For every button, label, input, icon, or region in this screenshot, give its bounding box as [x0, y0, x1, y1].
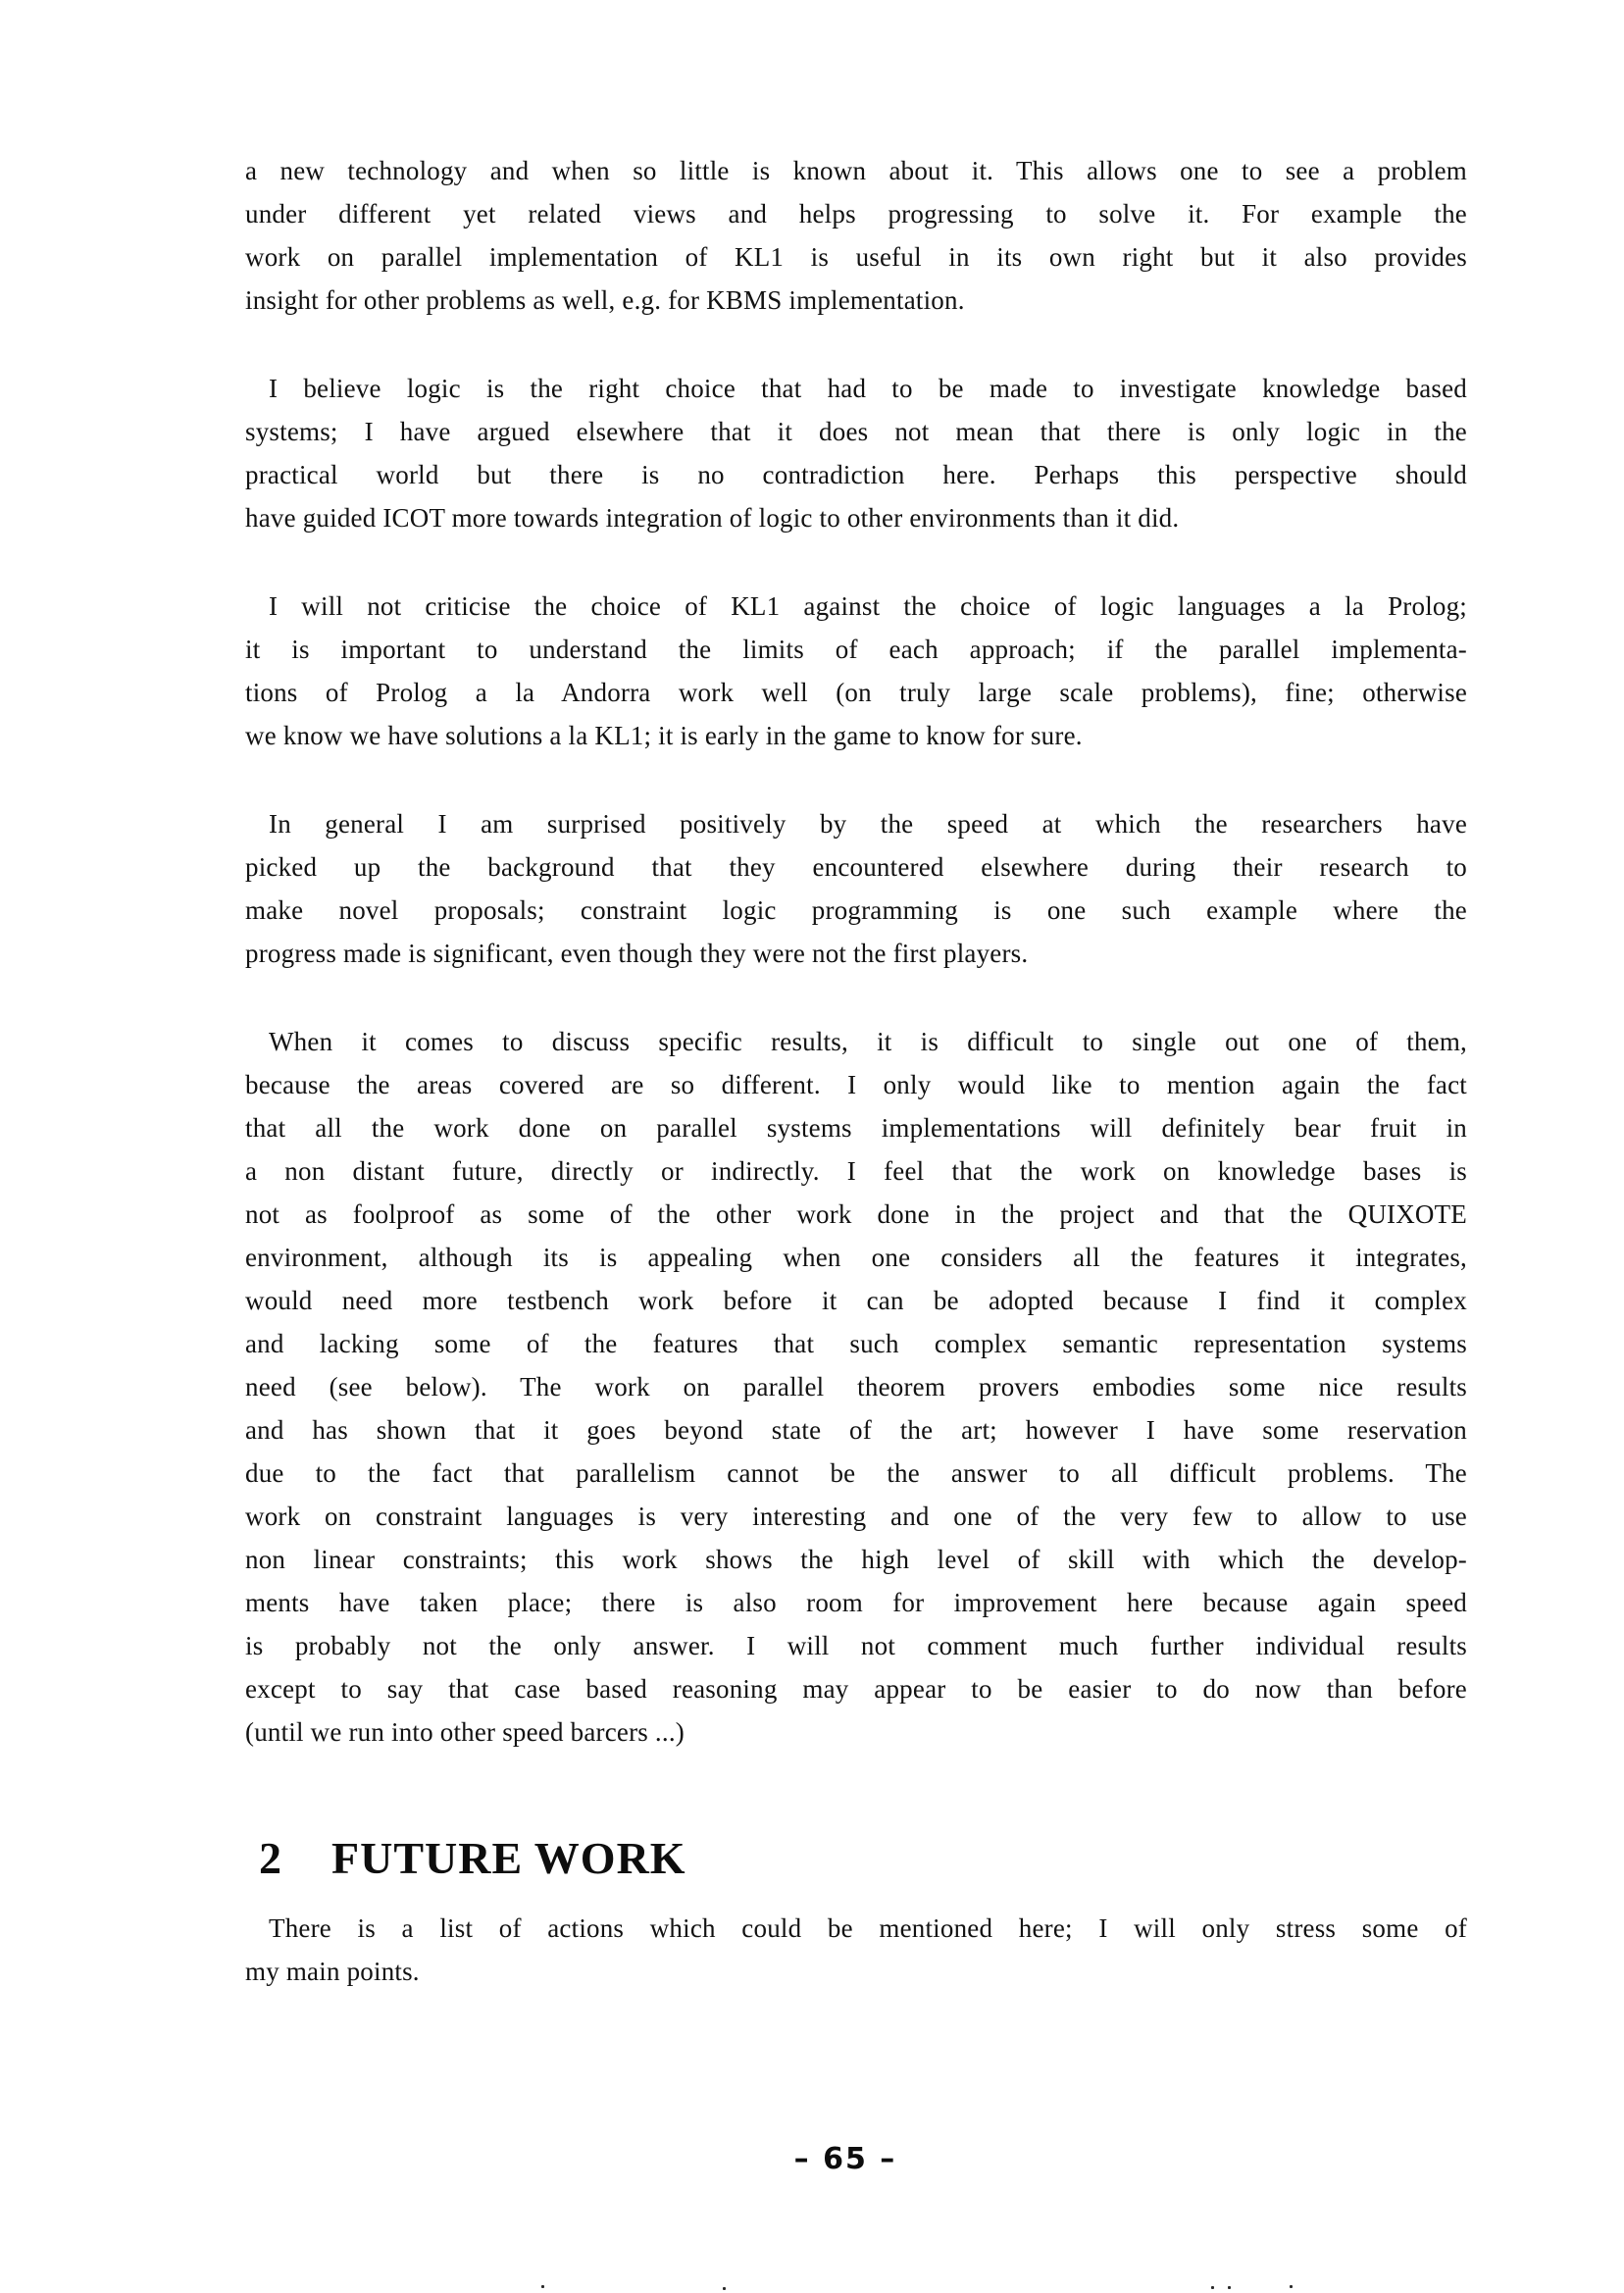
text-line: that all the work done on parallel systems implementations will definitely bear fruit in: [245, 1113, 1467, 1143]
paragraph: [245, 1907, 1467, 1993]
page-body: [245, 149, 1467, 1993]
text-line: tions of Prolog a la Andorra work well (on truly large scale problems), fine; otherwise: [245, 678, 1467, 707]
text-line: and lacking some of the features that such complex semantic representation systems: [245, 1329, 1467, 1358]
scan-speck: [1211, 2286, 1214, 2289]
text-line: we know we have solutions a la KL1; it is early in the game to know for sure.: [245, 721, 1083, 750]
paragraph: [245, 149, 1467, 322]
closing-text: [245, 1907, 1467, 1993]
text-line: work on parallel implementation of KL1 is useful in its own right but it also provides: [245, 242, 1467, 272]
text-line: and has shown that it goes beyond state of the art; however I have some reservation: [245, 1415, 1467, 1445]
text-line: my main points.: [245, 1957, 420, 1986]
scan-speck: [1228, 2286, 1231, 2289]
text-line: (until we run into other speed barcers ...): [245, 1717, 685, 1747]
text-line: There is a list of actions which could be mentioned here; I will only stress some of: [269, 1913, 1467, 1943]
text-line: picked up the background that they encountered elsewhere during their research to: [245, 852, 1467, 882]
text-line: ments have taken place; there is also room for improvement here because again speed: [245, 1588, 1467, 1617]
text-line: have guided ICOT more towards integration of logic to other environments than it did.: [245, 503, 1180, 533]
text-line: practical world but there is no contradiction here. Perhaps this perspective should: [245, 460, 1467, 489]
text-line: a non distant future, directly or indirectly. I feel that the work on knowledge bases is: [245, 1156, 1467, 1186]
paragraph: [245, 367, 1467, 539]
text-line: a new technology and when so little is known about it. This allows one to see a problem: [245, 156, 1467, 185]
text-line: environment, although its is appealing when one considers all the features it integrates,: [245, 1243, 1467, 1272]
page-footer: [698, 2142, 992, 2176]
section-heading: [245, 1833, 1467, 1884]
section-number: 2: [259, 1833, 282, 1883]
text-line: under different yet related views and helps progressing to solve it. For example the: [245, 199, 1467, 229]
text-line: progress made is significant, even though they were not the first players.: [245, 939, 1029, 968]
text-line: insight for other problems as well, e.g. for KBMS implementation.: [245, 285, 965, 315]
scan-speck: [1290, 2285, 1293, 2288]
text-line: it is important to understand the limits of each approach; if the parallel implementa-: [245, 635, 1467, 664]
text-line: need (see below). The work on parallel theorem provers embodies some nice results: [245, 1372, 1467, 1401]
text-line: work on constraint languages is very interesting and one of the very few to allow to use: [245, 1502, 1467, 1531]
text-line: not as foolproof as some of the other work done in the project and that the QUIXOTE: [245, 1199, 1467, 1229]
scan-speck: [723, 2287, 726, 2290]
text-line: systems; I have argued elsewhere that it does not mean that there is only logic in the: [245, 417, 1467, 446]
paragraph: [245, 585, 1467, 757]
text-line: make novel proposals; constraint logic programming is one such example where the: [245, 895, 1467, 925]
text-line: non linear constraints; this work shows the high level of skill with which the develop-: [245, 1545, 1467, 1574]
text-line: is probably not the only answer. I will not comment much further individual results: [245, 1631, 1467, 1660]
scan-speck: [541, 2285, 544, 2288]
section-title: FUTURE WORK: [331, 1833, 686, 1883]
paragraph: [245, 802, 1467, 975]
text-line: When it comes to discuss specific results, it is difficult to single out one of them,: [269, 1027, 1467, 1056]
text-line: would need more testbench work before it can be adopted because I find it complex: [245, 1286, 1467, 1315]
body-text: [245, 149, 1467, 1754]
text-line: I will not criticise the choice of KL1 against the choice of logic languages a la Prolog;: [269, 591, 1467, 621]
text-line: except to say that case based reasoning may appear to be easier to do now than before: [245, 1674, 1467, 1704]
text-line: due to the fact that parallelism cannot be the answer to all difficult problems. The: [245, 1458, 1467, 1488]
text-line: I believe logic is the right choice that had to be made to investigate knowledge based: [269, 374, 1467, 403]
text-line: In general I am surprised positively by the speed at which the researchers have: [269, 809, 1467, 839]
paragraph: [245, 1020, 1467, 1754]
page-number: – 65 –: [793, 2142, 897, 2176]
text-line: because the areas covered are so different. I only would like to mention again the fact: [245, 1070, 1467, 1099]
